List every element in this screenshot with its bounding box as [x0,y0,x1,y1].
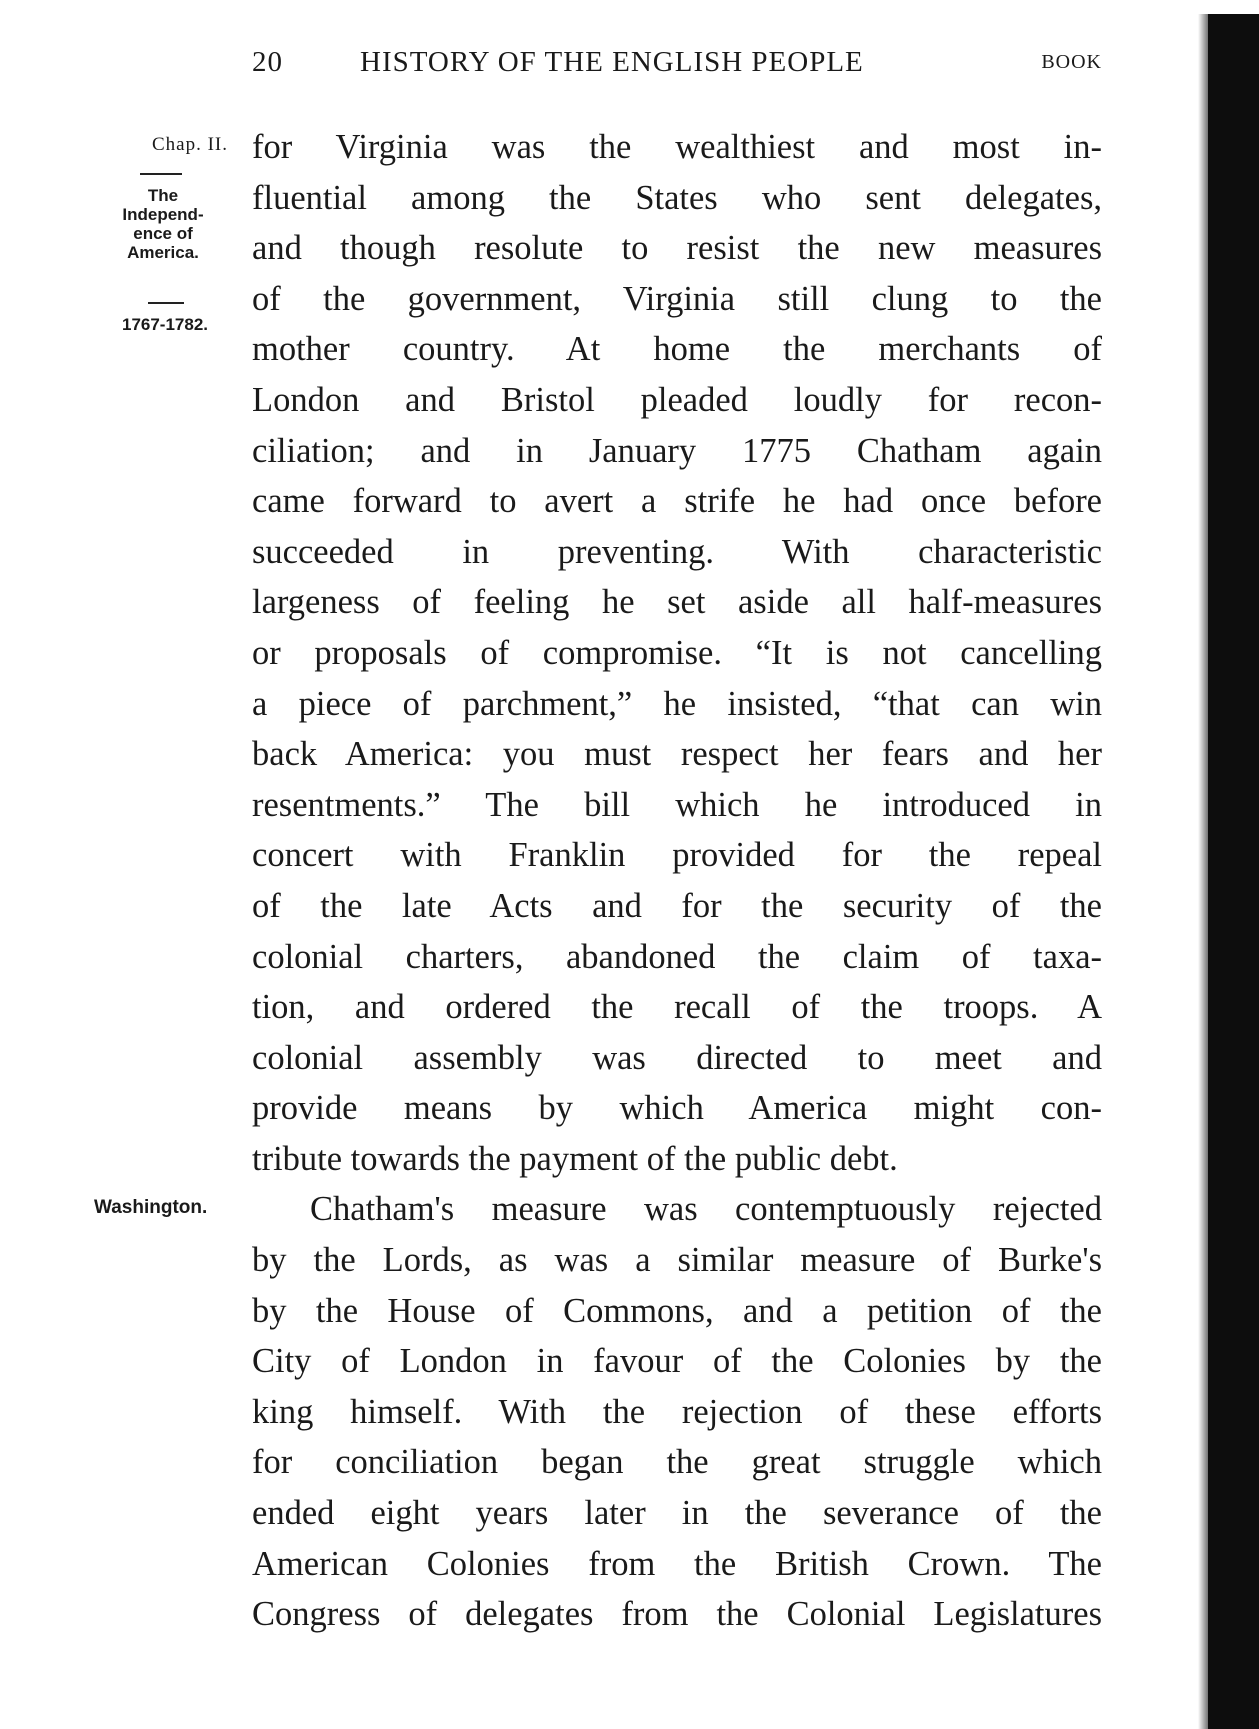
topic-line: ence of [133,224,193,243]
text-line: fluential among the States who sent delegates, [252,178,1102,217]
text-line: for Virginia was the wealthiest and most in- [252,128,1102,166]
text-line: by the House of Commons, and a petition of the [252,1291,1102,1330]
text-line: ciliation; and in January 1775 Chatham again [252,431,1102,470]
text-line: ended eight years later in the severance of the [252,1494,1102,1533]
text-line: tribute towards the payment of the public debt. [252,1139,898,1178]
text-line: back America: you must respect her fears and her [252,735,1102,774]
text-line: a piece of parchment,” he insisted, “that can win [252,684,1102,723]
text-line: London and Bristol pleaded loudly for recon- [252,380,1102,419]
text-line: succeeded in preventing. With characteristic [252,532,1102,571]
text-line: or proposals of compromise. “It is not cancelling [252,633,1102,672]
topic-line: The [147,186,179,205]
scan-edge-shadow [1208,14,1259,1729]
margin-dates: 1767-1782. [121,315,209,334]
margin-rule-bottom [148,302,184,304]
text-line: of the government, Virginia still clung to the [252,279,1102,318]
text-line: tion, and ordered the recall of the troops. A [252,988,1102,1027]
text-line: mother country. At home the merchants of [252,330,1102,369]
text-line: king himself. With the rejection of these efforts [252,1392,1102,1431]
text-line: came forward to avert a strife he had once before [252,482,1102,521]
text-line: largeness of feeling he set aside all half-measures [252,583,1102,622]
text-line: American Colonies from the British Crown. The [252,1544,1102,1583]
body-text [252,122,1102,1640]
text-line: for conciliation began the great struggle which [252,1443,1102,1482]
text-line: concert with Franklin provided for the repeal [252,836,1102,875]
text-line: City of London in favour of the Colonies by the [252,1342,1102,1381]
margin-rule-top [140,173,182,175]
page-number: 20 [252,46,283,78]
margin-chapter: Chap. II. [151,134,228,155]
book-label: BOOK [1041,51,1102,73]
running-head [252,46,1102,86]
text-line: colonial assembly was directed to meet and [252,1038,1102,1077]
paragraph-start-line: Chatham's measure was contemptuously rejected [310,1190,1102,1229]
topic-line: America. [127,243,199,262]
margin-topic [98,186,228,262]
text-line: Congress of delegates from the Colonial Legislatures [252,1595,1102,1634]
text-line: and though resolute to resist the new measures [252,229,1102,268]
text-line: by the Lords, as was a similar measure of Burke's [252,1241,1102,1280]
margin-section-washington: Washington. [94,1197,208,1218]
text-line: resentments.” The bill which he introduced in [252,785,1102,824]
book-title: HISTORY OF THE ENGLISH PEOPLE [360,46,864,78]
text-line: of the late Acts and for the security of the [252,886,1102,925]
text-line: provide means by which America might con- [252,1089,1102,1128]
text-line: colonial charters, abandoned the claim of taxa- [252,937,1102,976]
topic-line: Independ- [122,205,204,224]
